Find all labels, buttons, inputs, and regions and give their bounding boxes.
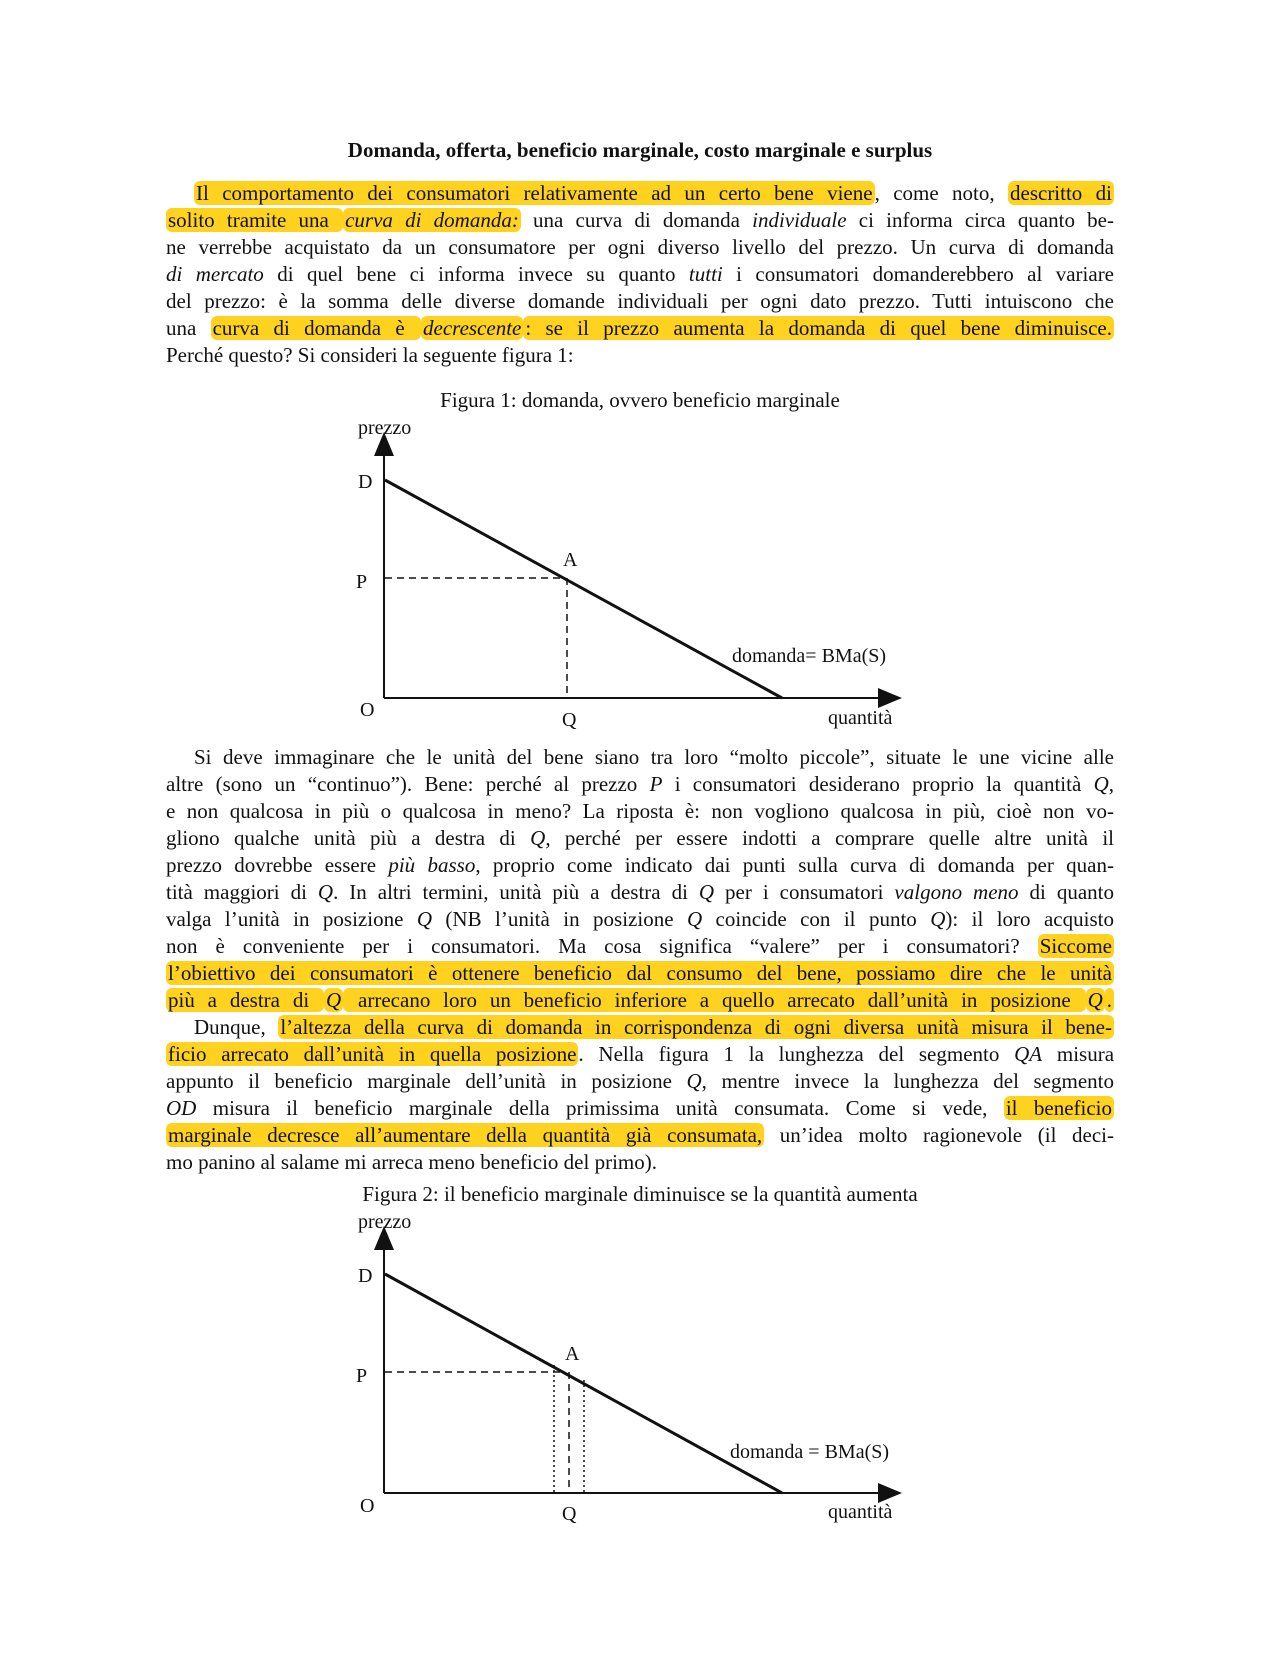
highlighted-text: Q	[326, 988, 342, 1012]
text-run: altre (sono un “continuo”). Bene: perché al prezzo	[166, 772, 650, 796]
text-run: di mercato	[166, 262, 264, 286]
label-p: P	[356, 571, 368, 593]
text-run: appunto il beneficio marginale dell’unità in posizione	[166, 1069, 687, 1093]
page-title: Domanda, offerta, beneficio marginale, costo marginale e surplus	[347, 138, 933, 162]
highlighted-text: Il comportamento dei consumatori relativamente ad un certo bene viene	[196, 181, 873, 205]
highlighted-text: più a destra di	[168, 988, 323, 1012]
text-run: mo panino al salame mi arreca meno beneficio del primo).	[166, 1150, 657, 1174]
text-run: , come noto,	[874, 181, 1008, 205]
text-run: QA	[1014, 1042, 1043, 1066]
text-line	[166, 1122, 1114, 1149]
text-run: Q	[416, 907, 432, 931]
y-axis-label: prezzo	[358, 1211, 412, 1233]
text-line	[166, 234, 1114, 261]
highlighted-text: descritto di	[1010, 181, 1113, 205]
highlighted-text: curva di domanda è	[212, 316, 420, 340]
paragraph-3	[166, 1014, 1114, 1176]
label-q: Q	[562, 709, 577, 731]
label-a: A	[563, 549, 578, 571]
text-run: i consumatori desiderano proprio la quantità	[662, 772, 1094, 796]
text-line	[166, 906, 1114, 933]
text-line	[166, 798, 1114, 825]
demand-curve	[385, 480, 782, 698]
text-run: P	[649, 772, 663, 796]
label-p: P	[356, 1365, 368, 1387]
highlighted-text: Siccome	[1039, 934, 1112, 958]
x-axis-label: quantità	[828, 1501, 893, 1523]
text-run: misura	[1042, 1042, 1114, 1066]
text-line	[166, 825, 1114, 852]
y-axis-label: prezzo	[358, 417, 412, 439]
highlighted-text: curva di domanda:	[345, 208, 519, 232]
highlighted-text: il beneficio	[1005, 1096, 1112, 1120]
highlighted-text: l’obiettivo dei consumatori è ottenere beneficio dal consumo del bene, possiamo dire che le unità	[168, 961, 1112, 985]
highlighted-text: : se il prezzo aumenta la domanda di quel bene diminuisce.	[525, 316, 1112, 340]
text-run: . Nella figura 1 la lunghezza del segmento	[578, 1042, 1015, 1066]
text-line	[166, 960, 1114, 987]
text-run: OD	[166, 1096, 197, 1120]
figure-2-graph	[0, 1210, 1280, 1540]
highlighted-text: .	[1106, 988, 1113, 1012]
text-run: Q	[698, 880, 715, 904]
text-line	[166, 1068, 1114, 1095]
text-run: prezzo dovrebbe essere	[166, 853, 389, 877]
figure-1-graph	[0, 416, 1280, 736]
text-run: per i consumatori	[714, 880, 895, 904]
label-o: O	[360, 1495, 375, 1517]
text-run: di quanto	[1018, 880, 1114, 904]
text-line	[166, 771, 1114, 798]
text-line	[166, 207, 1114, 234]
text-run: , perché per essere indotti a comprare quelle altre unità il	[545, 826, 1114, 850]
text-line	[166, 261, 1114, 288]
highlighted-text: l’altezza della curva di domanda in corrispondenza di ogni diversa unità misura il bene-	[280, 1015, 1112, 1039]
text-line	[166, 852, 1114, 879]
text-run: , proprio come indicato dai punti sulla curva di domanda per quan-	[475, 853, 1114, 877]
label-d: D	[358, 1265, 373, 1287]
text-run: tutti	[688, 262, 723, 286]
text-run: del prezzo: è la somma delle diverse domande individuali per ogni dato prezzo. Tutti intuiscono che	[166, 289, 1114, 313]
text-run: Q	[930, 907, 946, 931]
x-axis-label: quantità	[828, 707, 893, 729]
label-o: O	[360, 699, 375, 721]
text-run: , mentre invece la lunghezza del segmento	[701, 1069, 1114, 1093]
text-run: i consumatori domanderebbero al variare	[722, 262, 1114, 286]
label-a: A	[565, 1343, 580, 1365]
text-run: gliono qualche unità più a destra di	[166, 826, 531, 850]
highlighted-text: solito tramite una	[168, 208, 342, 232]
figure-2-caption: Figura 2: il beneficio marginale diminuisce se la quantità aumenta	[362, 1182, 918, 1206]
highlighted-text: arrecano loro un beneficio inferiore a quello arrecato dall’unità in posizione	[345, 988, 1084, 1012]
text-run: Q	[686, 907, 703, 931]
text-line	[166, 879, 1114, 906]
text-line	[166, 180, 1114, 207]
text-line	[166, 1014, 1114, 1041]
text-run: coincide con il punto	[702, 907, 931, 931]
text-line	[166, 987, 1114, 1014]
label-d: D	[358, 471, 373, 493]
text-run: di quel bene ci informa invece su quanto	[263, 262, 689, 286]
text-run: ci informa circa quanto be-	[846, 208, 1114, 232]
text-line	[166, 744, 1114, 771]
paragraph-1	[166, 180, 1114, 369]
text-run: Perché questo? Si consideri la seguente figura 1:	[166, 343, 574, 367]
curve-label: domanda= BMa(S)	[732, 645, 887, 667]
label-q: Q	[562, 1503, 577, 1525]
text-line	[166, 315, 1114, 342]
text-run: valga l’unità in posizione	[166, 907, 417, 931]
text-run: . In altri termini, unità più a destra di	[333, 880, 699, 904]
text-run: ,	[1108, 772, 1114, 796]
text-run: Q	[1093, 772, 1109, 796]
text-run: misura il beneficio marginale della primissima unità consumata. Come si vede,	[196, 1096, 1004, 1120]
text-run: Si deve immaginare che le unità del bene siano tra loro “molto piccole”, situate le une vicine alle	[194, 745, 1114, 769]
text-line	[166, 288, 1114, 315]
highlighted-text: Q	[1087, 988, 1103, 1012]
text-run: Q	[530, 826, 546, 850]
text-line	[166, 1095, 1114, 1122]
text-run: una curva di domanda	[520, 208, 753, 232]
text-run: Q	[317, 880, 334, 904]
text-run: tità maggiori di	[166, 880, 318, 904]
text-run: e non qualcosa in più o qualcosa in meno? La riposta è: non vogliono qualcosa in più, cioè non vo-	[166, 799, 1114, 823]
text-run: Dunque,	[194, 1015, 279, 1039]
paragraph-2	[166, 744, 1114, 1014]
text-line	[166, 1041, 1114, 1068]
text-run: più basso	[388, 853, 476, 877]
text-run: una	[166, 316, 211, 340]
figure-1-caption: Figura 1: domanda, ovvero beneficio marginale	[440, 388, 840, 412]
text-run: ): il loro acquisto	[945, 907, 1114, 931]
curve-label: domanda = BMa(S)	[730, 1441, 890, 1463]
highlighted-text: ficio arrecato dall’unità in quella posizione	[168, 1042, 577, 1066]
text-run: (NB l’unità in posizione	[432, 907, 687, 931]
highlighted-text: decrescente	[423, 316, 522, 340]
text-run: un’idea molto ragionevole (il deci-	[764, 1123, 1114, 1147]
text-line	[166, 933, 1114, 960]
text-run: non è conveniente per i consumatori. Ma cosa significa “valere” per i consumatori?	[166, 934, 1038, 958]
text-run: valgono meno	[894, 880, 1019, 904]
text-run: ne verrebbe acquistato da un consumatore per ogni diverso livello del prezzo. Un curva di domanda	[166, 235, 1114, 259]
text-run: Q	[686, 1069, 702, 1093]
text-line	[166, 1149, 1114, 1176]
highlighted-text: marginale decresce all’aumentare della quantità già consumata,	[168, 1123, 763, 1147]
text-line	[166, 342, 1114, 369]
text-run: individuale	[752, 208, 847, 232]
